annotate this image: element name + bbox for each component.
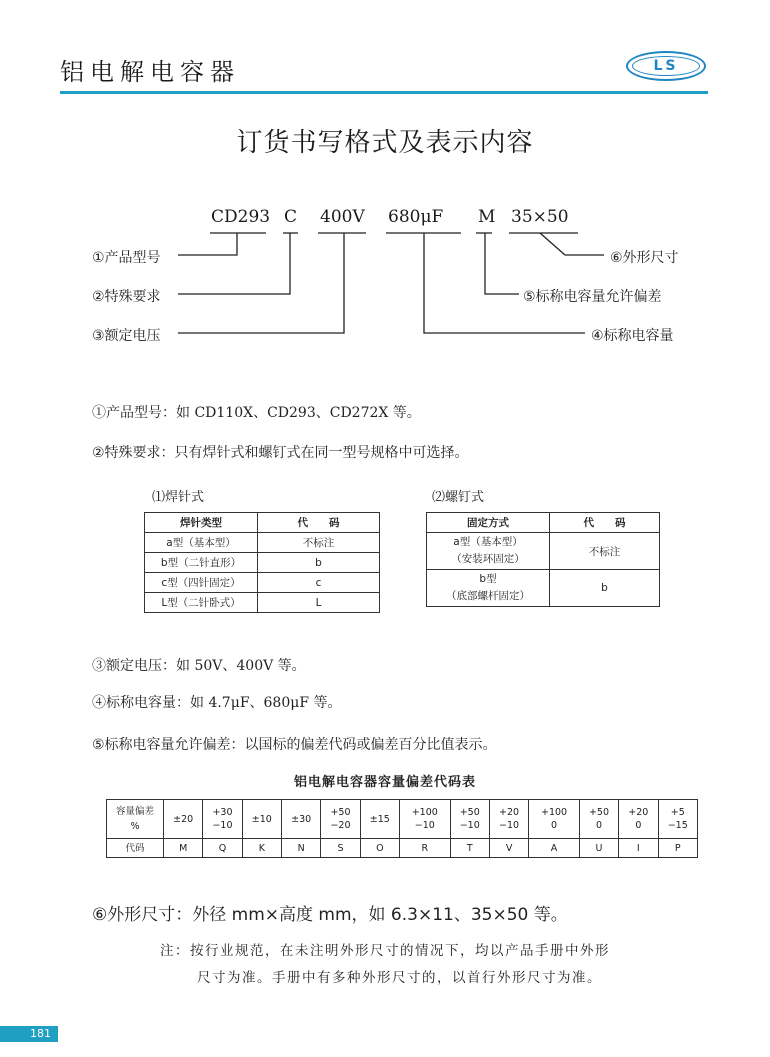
solder-pin-table: [144, 512, 380, 613]
tolerance-lower: −10: [212, 820, 233, 831]
label-model: ①产品型号: [92, 250, 161, 266]
screw-code: 不标注: [550, 533, 660, 570]
tolerance-code: T: [450, 839, 489, 858]
note-line-2: 尺寸为准。手册中有多种外形尺寸的，以首行外形尺寸为准。: [197, 970, 602, 986]
screw-type-line2: （底部螺杆固定）: [446, 590, 530, 602]
tolerance-code-table: [106, 799, 698, 858]
size-description: ⑥外形尺寸：外径 mm×高度 mm，如 6.3×11、35×50 等。: [92, 905, 568, 925]
tolerance-code: Q: [203, 839, 242, 858]
tolerance-row-unit: %: [130, 821, 140, 832]
tolerance-value: [450, 800, 489, 839]
logo-text: LS: [632, 56, 700, 76]
tolerance-lower: −10: [459, 820, 480, 831]
tolerance-lower: 0: [595, 820, 603, 831]
tolerance-upper: +20: [499, 807, 520, 818]
solder-type: c型（四针固定）: [145, 573, 258, 593]
solder-table-caption: ⑴焊针式: [152, 490, 205, 505]
code-segment-voltage: 400V: [320, 207, 365, 227]
tolerance-upper: +100: [411, 807, 438, 818]
solder-code: b: [258, 553, 380, 573]
tolerance-value: [242, 800, 281, 839]
tolerance-upper: +20: [628, 807, 649, 818]
tolerance-code: N: [281, 839, 320, 858]
tolerance-upper: +50: [330, 807, 351, 818]
tolerance-upper: ±30: [291, 813, 312, 825]
screw-header-type: 固定方式: [427, 513, 550, 533]
tolerance-upper: ±10: [251, 813, 272, 825]
tolerance-code: V: [489, 839, 528, 858]
solder-header-type: 焊针类型: [145, 513, 258, 533]
tolerance-code: R: [399, 839, 450, 858]
screw-table-caption: ⑵螺钉式: [432, 490, 485, 505]
solder-type: a型（基本型）: [145, 533, 258, 553]
tolerance-value: [360, 800, 399, 839]
desc-model: ①产品型号：如 CD110X、CD293、CD272X 等。: [92, 405, 421, 421]
tolerance-lower: −10: [499, 820, 520, 831]
tolerance-lower: −20: [330, 820, 351, 831]
tolerance-lower: 0: [635, 820, 642, 831]
tolerance-value: [489, 800, 528, 839]
tolerance-upper: ±15: [369, 813, 390, 825]
tolerance-value: [399, 800, 450, 839]
page-title: 订货书写格式及表示内容: [236, 128, 534, 158]
tolerance-code: U: [579, 839, 618, 858]
solder-code: 不标注: [258, 533, 380, 553]
tolerance-value: [658, 800, 698, 839]
screw-header-code: 代 码: [550, 513, 660, 533]
label-tolerance: ⑤标称电容量允许偏差: [523, 289, 662, 305]
tolerance-lower: −10: [414, 820, 435, 831]
tolerance-upper: +100: [540, 807, 568, 818]
tolerance-value: [619, 800, 658, 839]
code-segment-special: C: [284, 207, 298, 227]
tolerance-value: [281, 800, 320, 839]
tolerance-upper: ±20: [173, 813, 194, 825]
tolerance-value: [164, 800, 203, 839]
solder-type: b型（二针直形）: [145, 553, 258, 573]
solder-code: L: [258, 593, 380, 613]
tolerance-upper: +50: [588, 807, 610, 818]
code-row-header: 代码: [107, 839, 164, 858]
tolerance-upper: +5: [670, 807, 685, 818]
label-size: ⑥外形尺寸: [610, 250, 679, 266]
code-segment-capacitance: 680μF: [388, 207, 444, 227]
desc-special: ②特殊要求：只有焊针式和螺钉式在同一型号规格中可选择。: [92, 445, 469, 461]
tolerance-code: M: [164, 839, 203, 858]
tolerance-value: [579, 800, 618, 839]
tolerance-lower: 0: [551, 820, 558, 831]
label-special: ②特殊要求: [92, 289, 161, 305]
screw-type-line1: a型（基本型）: [453, 536, 523, 548]
header-title: 铝电解电容器: [60, 58, 240, 86]
tolerance-code: A: [529, 839, 580, 858]
tolerance-lower: −15: [667, 820, 688, 831]
tolerance-row-header: 容量偏差: [115, 806, 154, 817]
label-voltage: ③额定电压: [92, 328, 161, 344]
screw-type-line2: （安装环固定）: [451, 553, 525, 565]
code-segment-tolerance: M: [478, 207, 496, 227]
tolerance-value: [203, 800, 242, 839]
tolerance-code: K: [242, 839, 281, 858]
screw-code: b: [550, 570, 660, 607]
tolerance-code: I: [619, 839, 658, 858]
tolerance-table-caption: 铝电解电容器容量偏差代码表: [293, 775, 476, 790]
page-number: 181: [30, 1027, 51, 1040]
solder-header-code: 代 码: [258, 513, 380, 533]
tolerance-upper: +30: [212, 807, 233, 818]
desc-capacitance: ④标称电容量：如 4.7μF、680μF 等。: [92, 695, 342, 711]
code-segment-size: 35×50: [511, 207, 569, 227]
screw-terminal-table: [426, 512, 660, 607]
code-segment-model: CD293: [211, 207, 271, 227]
tolerance-value: [321, 800, 360, 839]
tolerance-code: O: [360, 839, 399, 858]
solder-type: L型（二针卧式）: [145, 593, 258, 613]
solder-code: c: [258, 573, 380, 593]
desc-tolerance: ⑤标称电容量允许偏差：以国标的偏差代码或偏差百分比值表示。: [92, 737, 497, 753]
tolerance-upper: +50: [459, 807, 480, 818]
tolerance-code: S: [321, 839, 360, 858]
note-line-1: 注：按行业规范，在未注明外形尺寸的情况下，均以产品手册中外形: [160, 943, 610, 959]
label-capacitance: ④标称电容量: [591, 328, 674, 344]
code-leader-lines: [0, 0, 770, 360]
desc-voltage: ③额定电压：如 50V、400V 等。: [92, 658, 306, 674]
tolerance-value: [529, 800, 580, 839]
tolerance-code: P: [658, 839, 698, 858]
screw-type-line1: b型: [479, 573, 497, 585]
